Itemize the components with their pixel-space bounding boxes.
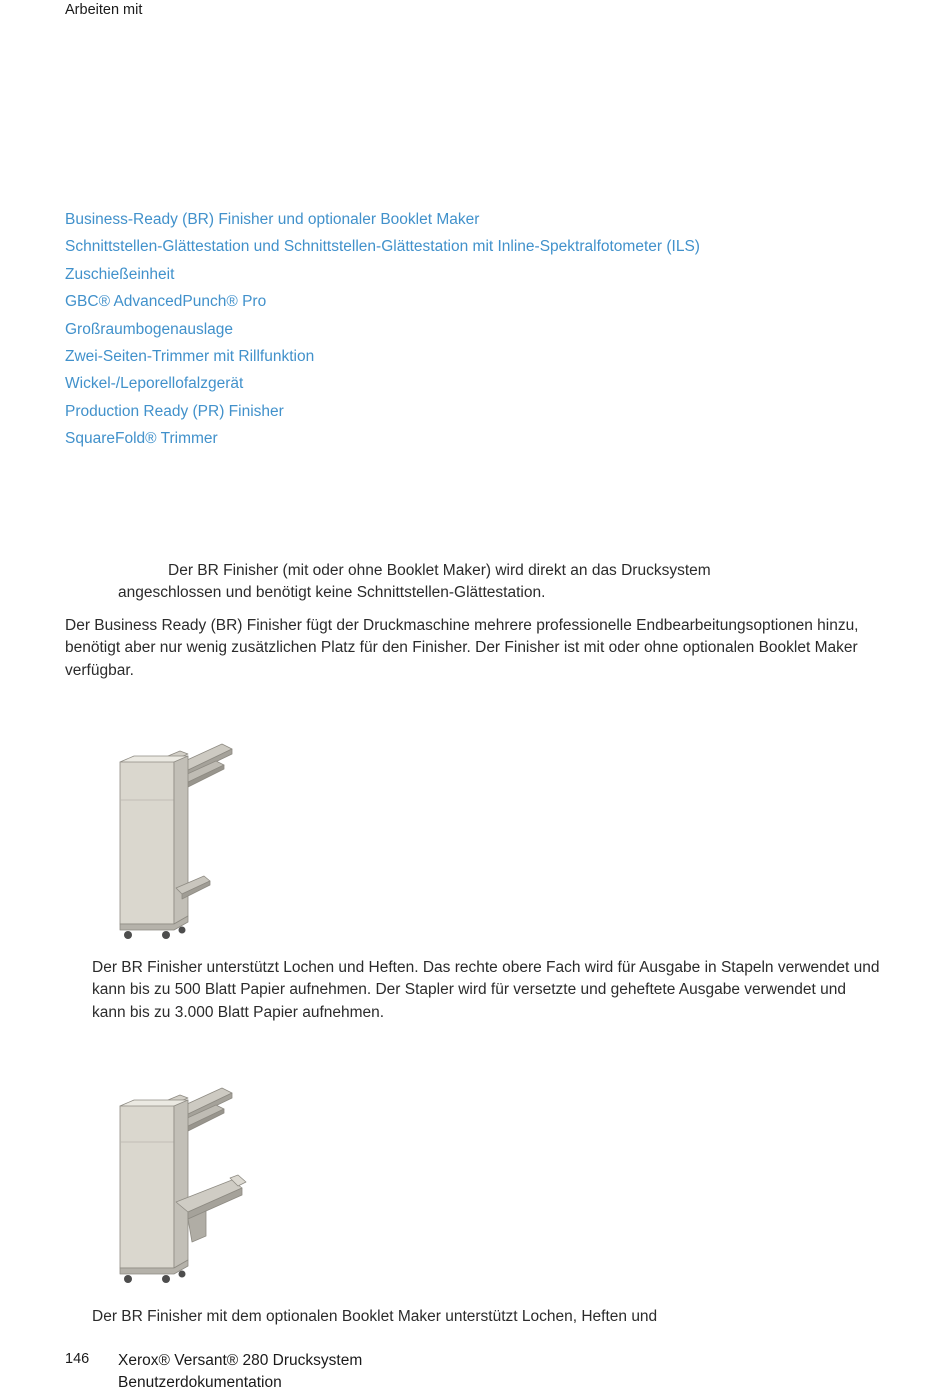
paragraph-intro: Der Business Ready (BR) Finisher fügt der Druckmaschine mehrere professionelle Endbearbeitungsoptionen hinzu, benötigt aber nur wenig zusätzlichen Platz für den Finisher. Der Finisher ist mit oder ohne optionalen Booklet Maker verfügbar. — [65, 617, 859, 679]
note-paragraph: Der BR Finisher (mit oder ohne Booklet Maker) wird direkt an das Drucksystem angeschlossen und benötigt keine Schnittstellen-Glättestation. — [118, 562, 711, 601]
related-link[interactable]: SquareFold® Trimmer — [65, 430, 218, 448]
br-finisher-booklet-maker-figure — [110, 1084, 252, 1295]
related-link[interactable]: Zuschießeinheit — [65, 265, 175, 283]
running-header: Arbeiten mit — [65, 2, 143, 18]
paragraph-booklet-maker: Der BR Finisher mit dem optionalen Booklet Maker unterstützt Lochen, Heften und — [92, 1308, 658, 1325]
related-link[interactable]: Production Ready (PR) Finisher — [65, 402, 284, 420]
paragraph-finisher-capabilities: Der BR Finisher unterstützt Lochen und Heften. Das rechte obere Fach wird für Ausgabe in Stapeln verwendet und kann bis zu 500 Blatt Papier aufnehmen. Der Stapler wird für versetzte und geheftete Ausgabe verwendet und kann bis zu 3.000 Blatt Papier aufnehmen. — [92, 959, 880, 1021]
footer — [118, 1350, 362, 1394]
br-finisher-figure — [110, 738, 242, 951]
footer-doc-line: Benutzerdokumentation — [118, 1374, 282, 1391]
br-finisher-illustration-icon — [110, 738, 242, 946]
footer-product-line: Xerox® Versant® 280 Drucksystem — [118, 1352, 363, 1369]
related-link[interactable]: Schnittstellen-Glättestation und Schnittstellen-Glättestation mit Inline-Spektralfotometer (ILS) — [65, 238, 700, 256]
related-link[interactable]: Zwei-Seiten-Trimmer mit Rillfunktion — [65, 348, 315, 366]
footer-page-number: 146 — [65, 1351, 90, 1367]
related-link[interactable]: Wickel-/Leporellofalzgerät — [65, 375, 244, 393]
related-link[interactable]: GBC® AdvancedPunch® Pro — [65, 293, 267, 311]
related-link[interactable]: Business-Ready (BR) Finisher und optionaler Booklet Maker — [65, 211, 480, 228]
related-link[interactable]: Großraumbogenauslage — [65, 320, 234, 338]
br-finisher-with-booklet-maker-illustration-icon — [110, 1084, 252, 1290]
related-links-list — [65, 206, 885, 453]
